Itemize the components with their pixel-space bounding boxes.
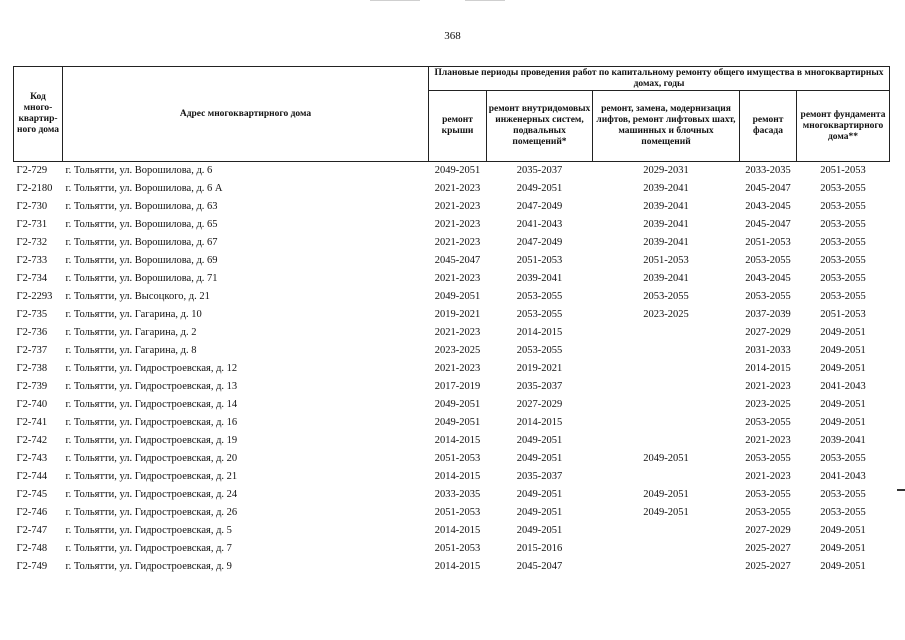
cell-roof: 2021-2023	[434, 183, 481, 194]
cell-elevators: 2051-2053	[643, 255, 689, 266]
cell-roof: 2051-2053	[434, 543, 481, 554]
cell-address: г. Тольятти, ул. Гидростроевская, д. 12	[65, 363, 238, 374]
cell-elevators	[593, 468, 740, 486]
cell-code: Г2-743	[16, 453, 48, 464]
cell-elevators	[593, 324, 740, 342]
cell-systems: 2015-2016	[516, 543, 563, 554]
cell-address: г. Тольятти, ул. Гидростроевская, д. 5	[65, 525, 232, 536]
cell-systems: 2039-2041	[516, 273, 563, 284]
cell-code: Г2-2293	[16, 291, 53, 302]
cell-elevators	[593, 432, 740, 450]
cell-roof: 2014-2015	[434, 561, 481, 572]
cell-facade: 2045-2047	[745, 183, 791, 194]
cell-code: Г2-736	[16, 327, 48, 338]
header-facade: ремонт фасада	[740, 91, 797, 162]
cell-systems: 2041-2043	[516, 219, 563, 230]
cell-address: г. Тольятти, ул. Ворошилова, д. 67	[65, 237, 218, 248]
capital-repair-table	[13, 66, 890, 576]
cell-foundation: 2049-2051	[820, 417, 866, 428]
cell-roof: 2021-2023	[434, 237, 481, 248]
cell-roof: 2045-2047	[434, 255, 481, 266]
cell-facade: 2031-2033	[745, 345, 791, 356]
header-address: Адрес многоквартирного дома	[63, 67, 429, 162]
cell-elevators	[593, 360, 740, 378]
cell-foundation: 2051-2053	[820, 309, 866, 320]
cell-roof: 2051-2053	[434, 507, 481, 518]
cell-foundation: 2053-2055	[820, 219, 866, 230]
cell-code: Г2-748	[16, 543, 48, 554]
cell-systems: 2053-2055	[516, 291, 563, 302]
cell-facade: 2045-2047	[745, 219, 791, 230]
cell-elevators	[593, 414, 740, 432]
table-row	[14, 522, 890, 540]
cell-foundation: 2049-2051	[820, 561, 866, 572]
cell-foundation: 2051-2053	[820, 165, 866, 176]
table-row	[14, 324, 890, 342]
cell-systems: 2049-2051	[516, 453, 563, 464]
cell-code: Г2-749	[16, 561, 48, 572]
cell-facade: 2053-2055	[745, 255, 791, 266]
cell-address: г. Тольятти, ул. Гагарина, д. 10	[65, 309, 202, 320]
table-row	[14, 288, 890, 306]
table-row	[14, 360, 890, 378]
cell-code: Г2-737	[16, 345, 48, 356]
cell-foundation: 2049-2051	[820, 543, 866, 554]
cell-systems: 2049-2051	[516, 489, 563, 500]
cell-facade: 2053-2055	[745, 453, 791, 464]
table-row	[14, 216, 890, 234]
cell-elevators: 2039-2041	[643, 201, 689, 212]
cell-code: Г2-740	[16, 399, 48, 410]
cell-code: Г2-732	[16, 237, 48, 248]
cell-code: Г2-733	[16, 255, 48, 266]
cell-address: г. Тольятти, ул. Гидростроевская, д. 14	[65, 399, 238, 410]
cell-address: г. Тольятти, ул. Гидростроевская, д. 20	[65, 453, 238, 464]
header-periods-group: Плановые периоды проведения работ по капитальному ремонту общего имущества в многоквартирных домах, годы	[429, 67, 890, 91]
cell-roof: 2049-2051	[434, 399, 481, 410]
cell-facade: 2037-2039	[745, 309, 791, 320]
table-row	[14, 486, 890, 504]
cell-code: Г2-734	[16, 273, 48, 284]
cell-systems: 2014-2015	[516, 417, 563, 428]
table-row	[14, 180, 890, 198]
cell-systems: 2049-2051	[516, 183, 563, 194]
cell-elevators	[593, 558, 740, 576]
cell-systems: 2047-2049	[516, 201, 563, 212]
cell-code: Г2-730	[16, 201, 48, 212]
cell-foundation: 2053-2055	[820, 453, 866, 464]
cell-foundation: 2053-2055	[820, 237, 866, 248]
cell-systems: 2047-2049	[516, 237, 563, 248]
cell-code: Г2-731	[16, 219, 48, 230]
cell-code: Г2-746	[16, 507, 48, 518]
table-row	[14, 504, 890, 522]
cell-address: г. Тольятти, ул. Ворошилова, д. 63	[65, 201, 218, 212]
cell-roof: 2021-2023	[434, 363, 481, 374]
cell-facade: 2033-2035	[745, 165, 791, 176]
scan-artifact	[370, 0, 420, 1]
cell-facade: 2043-2045	[745, 273, 791, 284]
cell-elevators: 2049-2051	[643, 507, 689, 518]
cell-facade: 2027-2029	[745, 525, 791, 536]
table-row	[14, 450, 890, 468]
cell-roof: 2017-2019	[434, 381, 481, 392]
cell-systems: 2049-2051	[516, 525, 563, 536]
cell-roof: 2014-2015	[434, 525, 481, 536]
table-row	[14, 234, 890, 252]
cell-foundation: 2039-2041	[820, 435, 866, 446]
cell-elevators	[593, 342, 740, 360]
cell-systems: 2049-2051	[516, 507, 563, 518]
cell-facade: 2021-2023	[745, 381, 791, 392]
cell-systems: 2035-2037	[516, 165, 563, 176]
header-code: Код много-квартир-ного дома	[14, 67, 63, 162]
cell-roof: 2021-2023	[434, 219, 481, 230]
cell-foundation: 2053-2055	[820, 291, 866, 302]
cell-roof: 2014-2015	[434, 471, 481, 482]
cell-address: г. Тольятти, ул. Гидростроевская, д. 9	[65, 561, 232, 572]
cell-foundation: 2053-2055	[820, 507, 866, 518]
cell-code: Г2-742	[16, 435, 48, 446]
page-number: 368	[444, 30, 461, 42]
cell-address: г. Тольятти, ул. Ворошилова, д. 6 А	[65, 183, 223, 194]
cell-code: Г2-735	[16, 309, 48, 320]
table-row	[14, 396, 890, 414]
cell-facade: 2051-2053	[745, 237, 791, 248]
cell-address: г. Тольятти, ул. Гидростроевская, д. 13	[65, 381, 238, 392]
cell-facade: 2027-2029	[745, 327, 791, 338]
cell-facade: 2053-2055	[745, 507, 791, 518]
table-row	[14, 468, 890, 486]
cell-systems: 2014-2015	[516, 327, 563, 338]
cell-facade: 2053-2055	[745, 489, 791, 500]
header-roof: ремонт крыши	[429, 91, 487, 162]
cell-foundation: 2049-2051	[820, 399, 866, 410]
table-row	[14, 198, 890, 216]
cell-foundation: 2053-2055	[820, 255, 866, 266]
table-row	[14, 306, 890, 324]
cell-address: г. Тольятти, ул. Гидростроевская, д. 21	[65, 471, 238, 482]
cell-address: г. Тольятти, ул. Высоцкого, д. 21	[65, 291, 210, 302]
cell-roof: 2019-2021	[434, 309, 481, 320]
cell-address: г. Тольятти, ул. Гидростроевская, д. 26	[65, 507, 238, 518]
cell-systems: 2053-2055	[516, 309, 563, 320]
cell-facade: 2021-2023	[745, 435, 791, 446]
scan-artifact	[897, 489, 905, 491]
table-row	[14, 270, 890, 288]
cell-facade: 2043-2045	[745, 201, 791, 212]
table-row	[14, 378, 890, 396]
cell-code: Г2-747	[16, 525, 48, 536]
cell-foundation: 2053-2055	[820, 273, 866, 284]
table-row	[14, 414, 890, 432]
cell-facade: 2023-2025	[745, 399, 791, 410]
table-row	[14, 540, 890, 558]
cell-systems: 2035-2037	[516, 381, 563, 392]
cell-roof: 2049-2051	[434, 417, 481, 428]
table-row	[14, 342, 890, 360]
cell-address: г. Тольятти, ул. Гидростроевская, д. 16	[65, 417, 238, 428]
cell-foundation: 2049-2051	[820, 345, 866, 356]
cell-roof: 2021-2023	[434, 273, 481, 284]
cell-elevators	[593, 378, 740, 396]
cell-systems: 2019-2021	[516, 363, 563, 374]
cell-roof: 2021-2023	[434, 201, 481, 212]
cell-code: Г2-739	[16, 381, 48, 392]
cell-elevators: 2039-2041	[643, 273, 689, 284]
cell-systems: 2045-2047	[516, 561, 563, 572]
cell-foundation: 2053-2055	[820, 489, 866, 500]
cell-systems: 2035-2037	[516, 471, 563, 482]
cell-address: г. Тольятти, ул. Гидростроевская, д. 19	[65, 435, 238, 446]
header-elevators: ремонт, замена, модернизация лифтов, ремонт лифтовых шахт, машинных и блочных помещений	[593, 91, 740, 162]
cell-elevators	[593, 522, 740, 540]
cell-foundation: 2053-2055	[820, 183, 866, 194]
cell-code: Г2-741	[16, 417, 48, 428]
cell-address: г. Тольятти, ул. Ворошилова, д. 65	[65, 219, 218, 230]
cell-facade: 2053-2055	[745, 291, 791, 302]
cell-address: г. Тольятти, ул. Ворошилова, д. 69	[65, 255, 218, 266]
cell-foundation: 2049-2051	[820, 363, 866, 374]
cell-address: г. Тольятти, ул. Гидростроевская, д. 24	[65, 489, 238, 500]
cell-roof: 2014-2015	[434, 435, 481, 446]
cell-roof: 2023-2025	[434, 345, 481, 356]
cell-code: Г2-2180	[16, 183, 53, 194]
cell-foundation: 2041-2043	[820, 381, 866, 392]
cell-code: Г2-729	[16, 165, 48, 176]
cell-roof: 2051-2053	[434, 453, 481, 464]
cell-code: Г2-745	[16, 489, 48, 500]
table-row	[14, 252, 890, 270]
cell-address: г. Тольятти, ул. Ворошилова, д. 6	[65, 165, 213, 176]
header-foundation: ремонт фундамента многоквартирного дома**	[797, 91, 890, 162]
cell-elevators: 2049-2051	[643, 453, 689, 464]
cell-code: Г2-744	[16, 471, 48, 482]
cell-facade: 2014-2015	[745, 363, 791, 374]
cell-elevators: 2039-2041	[643, 237, 689, 248]
table-row	[14, 162, 890, 181]
cell-elevators: 2049-2051	[643, 489, 689, 500]
cell-facade: 2053-2055	[745, 417, 791, 428]
cell-foundation: 2053-2055	[820, 201, 866, 212]
cell-roof: 2049-2051	[434, 291, 481, 302]
cell-code: Г2-738	[16, 363, 48, 374]
cell-elevators	[593, 540, 740, 558]
cell-roof: 2049-2051	[434, 165, 481, 176]
cell-foundation: 2041-2043	[820, 471, 866, 482]
header-systems: ремонт внутридомовых инженерных систем, подвальных помещений*	[487, 91, 593, 162]
table-row	[14, 558, 890, 576]
cell-elevators: 2029-2031	[643, 165, 689, 176]
cell-facade: 2021-2023	[745, 471, 791, 482]
cell-facade: 2025-2027	[745, 543, 791, 554]
cell-facade: 2025-2027	[745, 561, 791, 572]
cell-foundation: 2049-2051	[820, 327, 866, 338]
cell-elevators: 2023-2025	[643, 309, 689, 320]
cell-elevators: 2039-2041	[643, 183, 689, 194]
cell-foundation: 2049-2051	[820, 525, 866, 536]
cell-systems: 2053-2055	[516, 345, 563, 356]
cell-systems: 2051-2053	[516, 255, 563, 266]
cell-address: г. Тольятти, ул. Гидростроевская, д. 7	[65, 543, 232, 554]
cell-address: г. Тольятти, ул. Гагарина, д. 2	[65, 327, 197, 338]
cell-elevators: 2053-2055	[643, 291, 689, 302]
cell-systems: 2049-2051	[516, 435, 563, 446]
cell-roof: 2033-2035	[434, 489, 481, 500]
table-row	[14, 432, 890, 450]
cell-roof: 2021-2023	[434, 327, 481, 338]
scan-artifact	[465, 0, 505, 1]
cell-address: г. Тольятти, ул. Ворошилова, д. 71	[65, 273, 218, 284]
cell-address: г. Тольятти, ул. Гагарина, д. 8	[65, 345, 197, 356]
cell-elevators: 2039-2041	[643, 219, 689, 230]
cell-elevators	[593, 396, 740, 414]
table-body	[14, 162, 890, 577]
cell-systems: 2027-2029	[516, 399, 563, 410]
